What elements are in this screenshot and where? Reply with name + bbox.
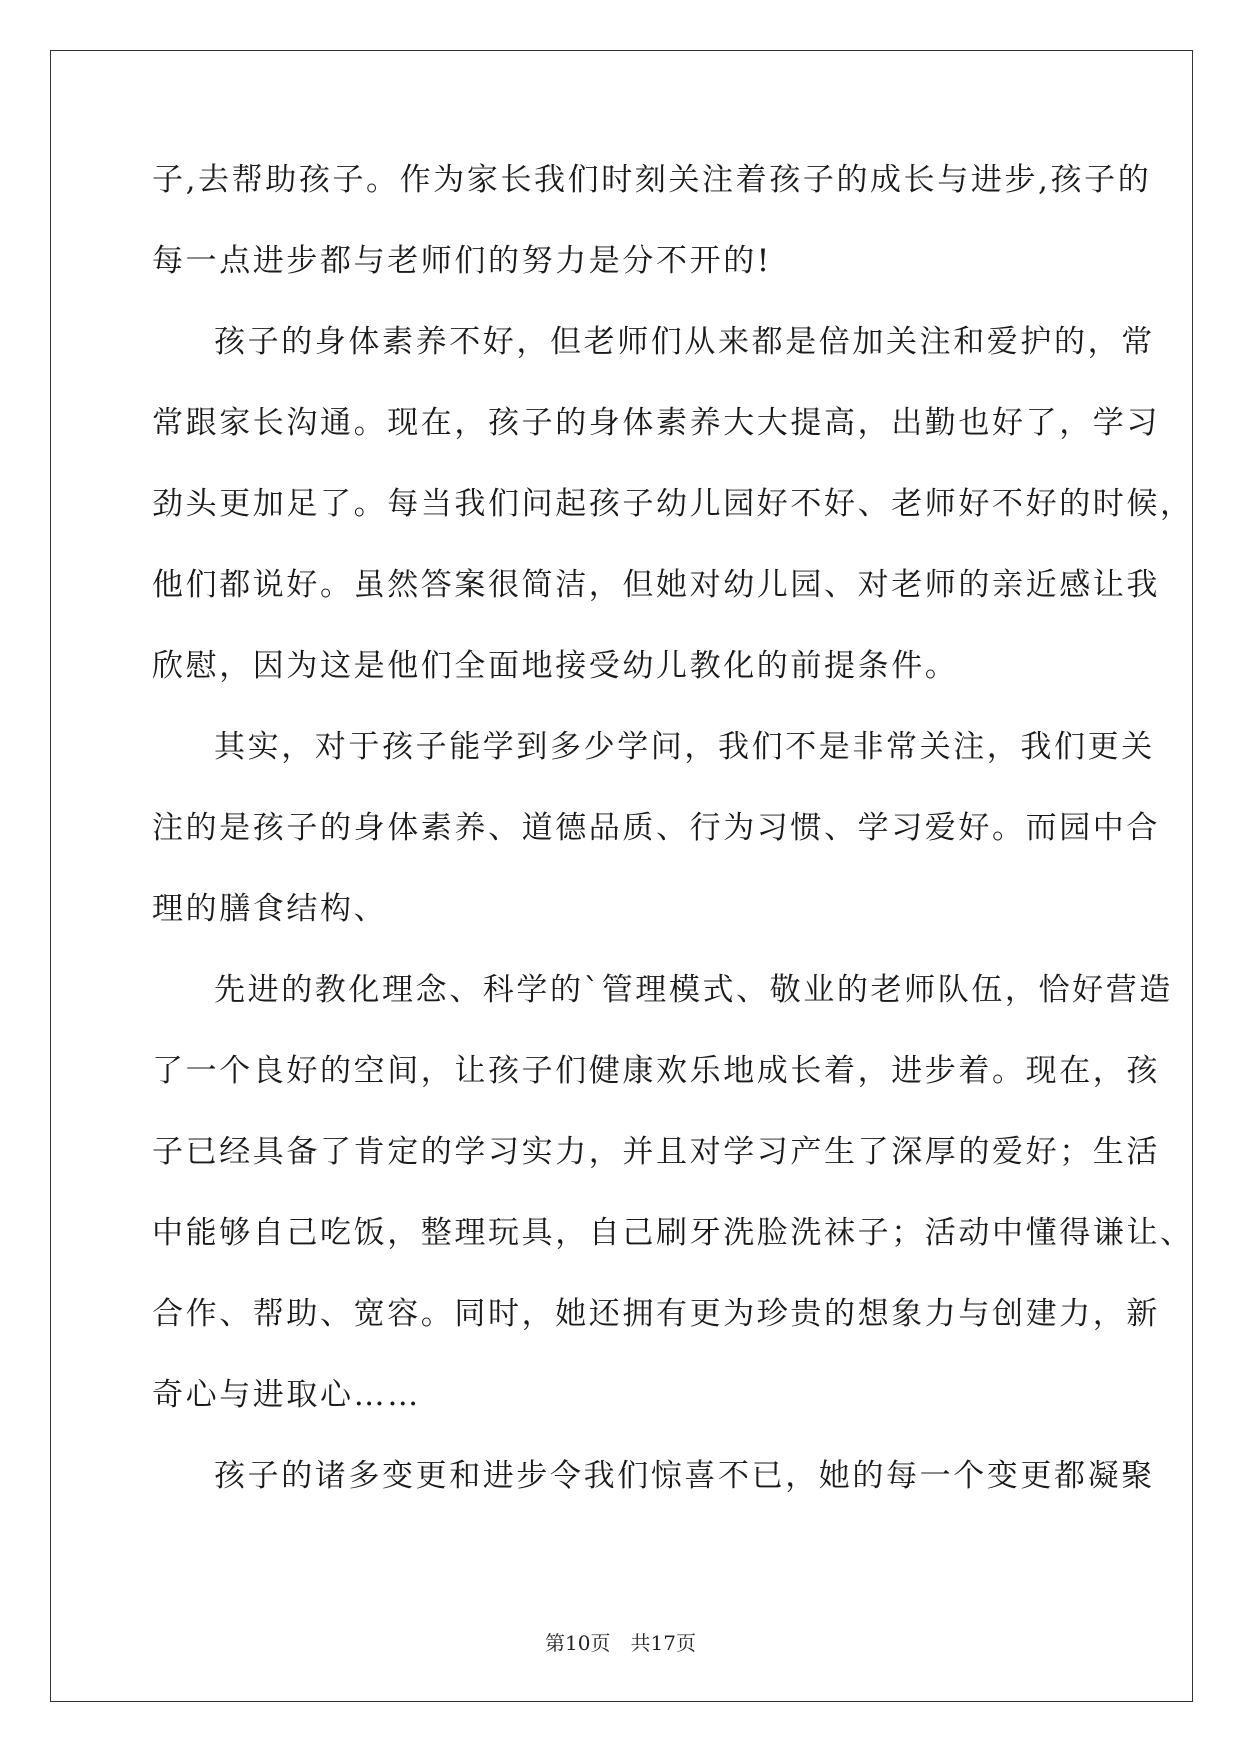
text-line-13: 子已经具备了肯定的学习实力，并且对学习产生了深厚的爱好；生活	[152, 1134, 1160, 1170]
text-line-17: 孩子的诸多变更和进步令我们惊喜不已，她的每一个变更都凝聚	[214, 1458, 1155, 1494]
text-line-5: 劲头更加足了。每当我们问起孩子幼儿园好不好、老师好不好的时候，	[152, 486, 1194, 522]
text-line-7: 欣慰，因为这是他们全面地接受幼儿教化的前提条件。	[152, 648, 959, 684]
text-line-14: 中能够自己吃饭，整理玩具，自己刷牙洗脸洗袜子；活动中懂得谦让、	[152, 1215, 1194, 1251]
text-line-12: 了一个良好的空间，让孩子们健康欢乐地成长着，进步着。现在，孩	[152, 1053, 1160, 1089]
page-number-footer: 第10页 共17页	[545, 1631, 696, 1655]
text-line-8: 其实，对于孩子能学到多少学问，我们不是非常关注，我们更关	[214, 729, 1155, 765]
text-line-15: 合作、帮助、宽容。同时，她还拥有更为珍贵的想象力与创建力，新	[152, 1296, 1160, 1332]
text-line-1: 子,去帮助孩子。作为家长我们时刻关注着孩子的成长与进步,孩子的	[152, 162, 1152, 198]
text-line-2: 每一点进步都与老师们的努力是分不开的!	[152, 243, 772, 279]
text-line-9: 注的是孩子的身体素养、道德品质、行为习惯、学习爱好。而园中合	[152, 810, 1160, 846]
text-line-4: 常跟家长沟通。现在，孩子的身体素养大大提高，出勤也好了，学习	[152, 405, 1160, 441]
document-body	[152, 160, 1194, 1537]
text-line-16: 奇心与进取心……	[152, 1377, 421, 1413]
text-line-10: 理的膳食结构、	[152, 891, 388, 927]
text-line-6: 他们都说好。虽然答案很简洁，但她对幼儿园、对老师的亲近感让我	[152, 567, 1160, 603]
text-line-3: 孩子的身体素养不好，但老师们从来都是倍加关注和爱护的，常	[214, 324, 1155, 360]
text-line-11: 先进的教化理念、科学的`管理模式、敬业的老师队伍，恰好营造	[214, 972, 1173, 1008]
